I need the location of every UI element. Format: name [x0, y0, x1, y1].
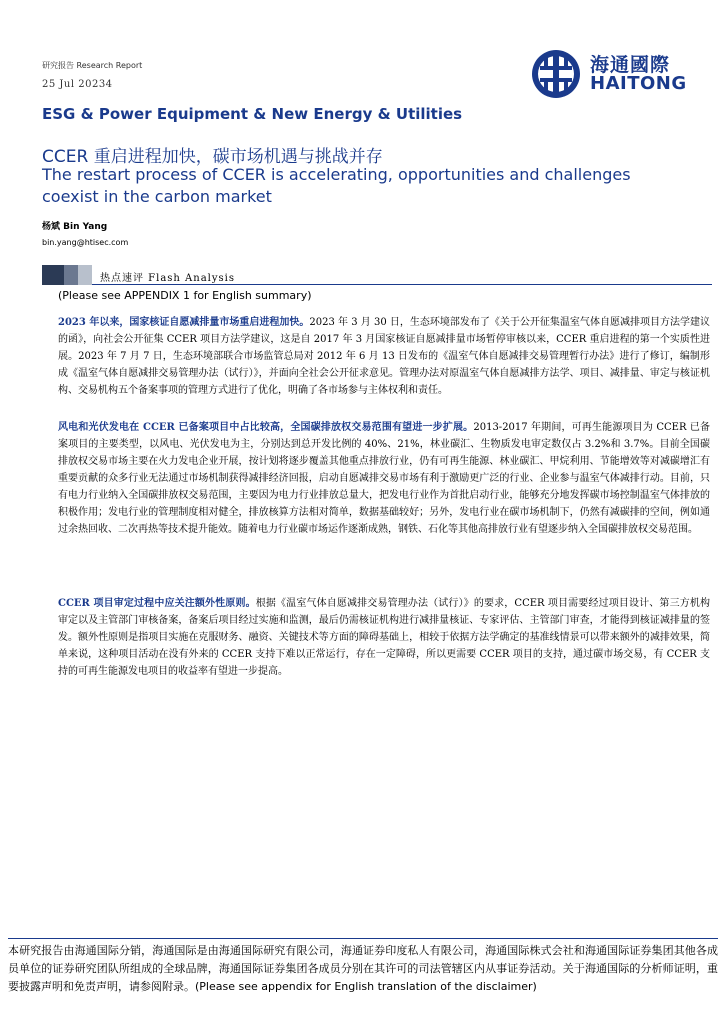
paragraph-2-body: 2013-2017 年期间，可再生能源项目为 CCER 已备案项目的主要类型，以风电、光伏发电为主，分别达到总开发比例的 40%、21%，林业碳汇、生物质发电审定数仅占 3.2%和 3.7%。目前全国碳排放权交易市场主要在火力发电企业开展，按计划将逐步覆盖其他重点排放行业，仍有可再生能源、林业碳汇、甲烷利用、节能增效等对减碳增汇有重要贡献的众多行业无法通过市场机制获得减排经济回报，启动自愿减排交易市场有利于激励更广泛的行业、企业参与温室气体减排行动。目前，只有电力行业纳入全国碳排放权交易范围，主要因为电力行业排放总量大，把发电行业作为首批启动行业，能够充分地发挥碳市场控制温室气体排放的积极作用；发电行业的管理制度相对健全，排放核算方法相对简单，数据基础较好；另外，发电行业在碳市场机制下，仍然有减碳排的空间，例如通过余热回收、二次再热等技术提升能效。随着电力行业碳市场运作逐渐成熟，钢铁、石化等其他高排放行业有望逐步纳入全国碳排放权交易范围。	[58, 422, 710, 535]
author: 杨斌 Bin Yang	[42, 222, 108, 232]
logo-text-cn: 海通國際	[590, 54, 671, 76]
sector-heading: ESG & Power Equipment & New Energy & Utilities	[42, 105, 463, 123]
paragraph-2-lead: 风电和光伏发电在 CCER 已备案项目中占比较高，全国碳排放权交易范围有望进一步扩展。	[58, 422, 474, 433]
logo-text-en: HAITONG	[590, 73, 687, 94]
disclaimer-en: (Please see appendix for English translation of the disclaimer)	[195, 980, 537, 993]
author-email[interactable]: bin.yang@htisec.com	[42, 238, 129, 247]
flash-analysis-label: 热点速评 Flash Analysis	[100, 273, 235, 284]
disclaimer	[8, 942, 718, 996]
flash-analysis-bar	[42, 265, 92, 285]
title-en: The restart process of CCER is accelerating, opportunities and challenges coexist in the carbon market	[42, 165, 631, 206]
paragraph-3	[58, 595, 710, 680]
haitong-logo-icon	[530, 48, 582, 100]
appendix-note: (Please see APPENDIX 1 for English summary)	[58, 289, 312, 302]
paragraph-1-lead: 2023 年以来，国家核证自愿减排量市场重启进程加快。	[58, 317, 310, 328]
haitong-logo	[530, 48, 690, 100]
bar-segment-dark	[42, 265, 64, 285]
bar-segment-mid	[64, 265, 78, 285]
report-date: 25 Jul 20234	[42, 79, 113, 90]
paragraph-3-lead: CCER 项目审定过程中应关注额外性原则。	[58, 598, 256, 609]
paragraph-1-body: 2023 年 3 月 30 日，生态环境部发布了《关于公开征集温室气体自愿减排项目方法学建议的函》，向社会公开征集 CCER 项目方法学建议，这是自 2017 年 3 月国家核证自愿减排量市场暂停审核以来，CCER 重启进程的第一个实质性进展。2023 年 7 月 7 日，生态环境部联合市场监管总局对 2012 年 6 月 13 日发布的《温室气体自愿减排交易管理暂行办法》进行了修订，编制形成《温室气体自愿减排交易管理办法（试行）》，并面向全社会公开征求意见。管理办法对原温室气体自愿减排方法学、项目、减排量、审定与核证机构、交易机构五个备案事项的管理方式进行了优化，明确了各市场参与主体权利和责任。	[58, 317, 710, 396]
paragraph-1	[58, 314, 710, 399]
report-type: 研究报告 Research Report	[42, 61, 143, 70]
disclaimer-cn: 本研究报告由海通国际分销，海通国际是由海通国际研究有限公司，海通证券印度私人有限公司，海通国际株式会社和海通国际证券集团其他各成员单位的证券研究团队所组成的全球品牌，海通国际证券集团各成员分别在其许可的司法管辖区内从事证券活动。关于海通国际的分析师证明，重要披露声明和免责声明，请参阅附录。	[8, 944, 718, 993]
paragraph-3-body: 根据《温室气体自愿减排交易管理办法（试行）》的要求，CCER 项目需要经过项目设计、第三方机构审定以及主管部门审核备案，备案后项目经过实施和监测，最后仍需核证机构进行减排量核证、专家评估、主管部门审查，才能得到核证减排量的签发。额外性原则是指项目实施在克服财务、融资、关键技术等方面的障碍基础上，相较于依据方法学确定的基准线情景可以带来额外的减排效果，简单来说，这种项目活动在没有外来的 CCER 支持下难以正常运行，存在一定障碍，所以更需要 CCER 项目的支持，通过碳市场交易，有 CCER 支持的可再生能源发电项目的收益率有望进一步提高。	[58, 598, 710, 677]
footer-divider	[8, 938, 718, 939]
flash-divider	[92, 284, 712, 285]
paragraph-2	[58, 419, 710, 538]
title-cn: CCER 重启进程加快，碳市场机遇与挑战并存	[42, 147, 383, 167]
bar-segment-light	[78, 265, 92, 285]
